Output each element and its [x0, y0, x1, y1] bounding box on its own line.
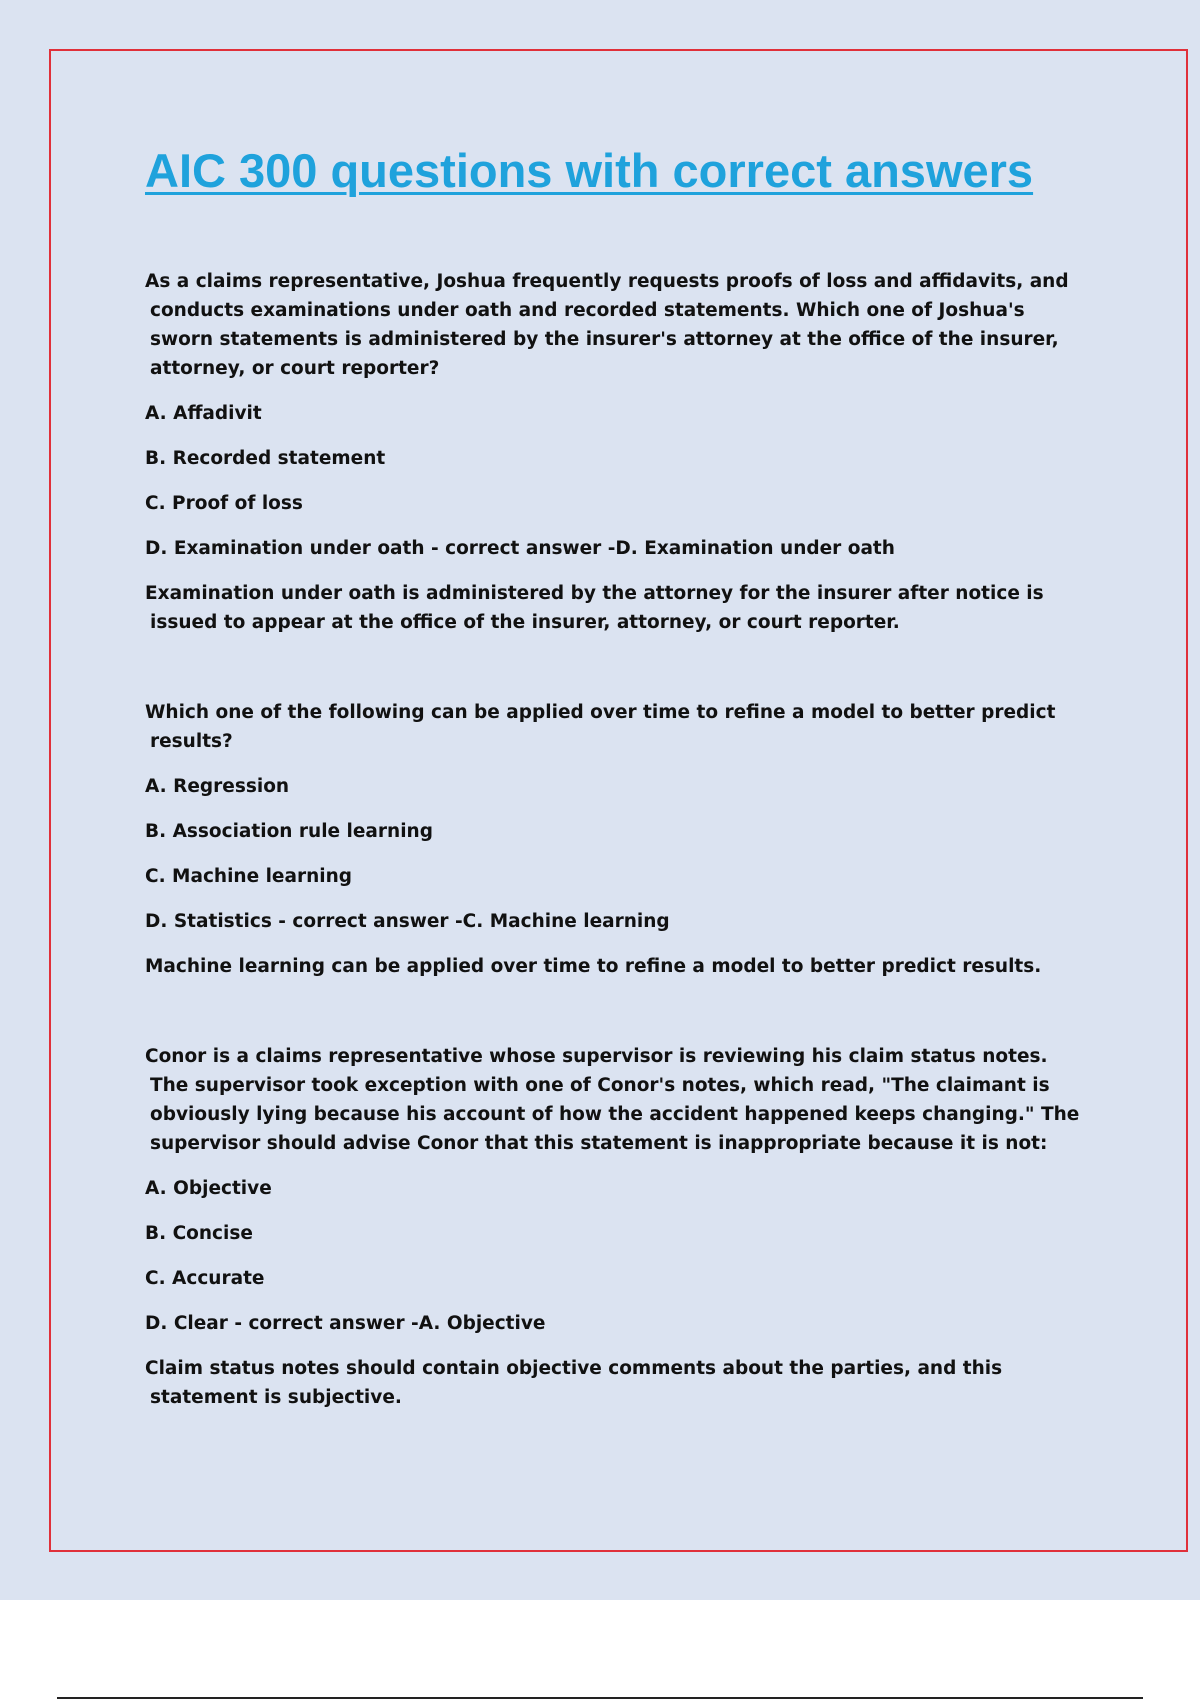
question-text: Conor is a claims representative whose supervisor is reviewing his claim status notes. The supervisor took exception with one of Conor's notes, which read, "The claimant is obviously lying because his account of how the accident happened keeps changing." The supervisor should advise Conor that this statement is inappropriate because it is not:: [145, 1046, 1080, 1154]
option-b: B. Recorded statement: [145, 448, 386, 469]
questions-content: [145, 267, 1090, 1412]
answer-explanation: Claim status notes should contain objective comments about the parties, and this statement is subjective.: [145, 1358, 1003, 1408]
document-title: AIC 300 questions with correct answers: [145, 144, 1034, 197]
option-a: A. Objective: [145, 1178, 272, 1199]
answer-explanation: Examination under oath is administered by the attorney for the insurer after notice is issued to appear at the office of the insurer, attorney, or court reporter.: [145, 583, 1044, 633]
option-b: B. Association rule learning: [145, 821, 433, 842]
answer-explanation: Machine learning can be applied over time to refine a model to better predict results.: [145, 956, 1042, 977]
option-c: C. Machine learning: [145, 866, 352, 887]
question-block-3: [145, 1042, 1090, 1412]
option-b: B. Concise: [145, 1223, 253, 1244]
question-block-1: [145, 267, 1090, 637]
option-c: C. Accurate: [145, 1268, 265, 1289]
question-block-2: [145, 698, 1090, 981]
option-a: A. Affadivit: [145, 403, 262, 424]
question-text: Which one of the following can be applied over time to refine a model to better predict results?: [145, 702, 1056, 752]
option-c: C. Proof of loss: [145, 493, 303, 514]
footer-divider: [57, 1697, 1143, 1699]
option-d-with-answer: D. Statistics - correct answer -C. Machine learning: [145, 911, 670, 932]
option-d-with-answer: D. Examination under oath - correct answer -D. Examination under oath: [145, 538, 895, 559]
option-d-with-answer: D. Clear - correct answer -A. Objective: [145, 1313, 546, 1334]
question-text: As a claims representative, Joshua frequently requests proofs of loss and affidavits, and conducts examinations under oath and recorded statements. Which one of Joshua's sworn statements is administered by the insurer's attorney at the office of the insurer, attorney, or court reporter?: [145, 271, 1069, 379]
option-a: A. Regression: [145, 776, 290, 797]
